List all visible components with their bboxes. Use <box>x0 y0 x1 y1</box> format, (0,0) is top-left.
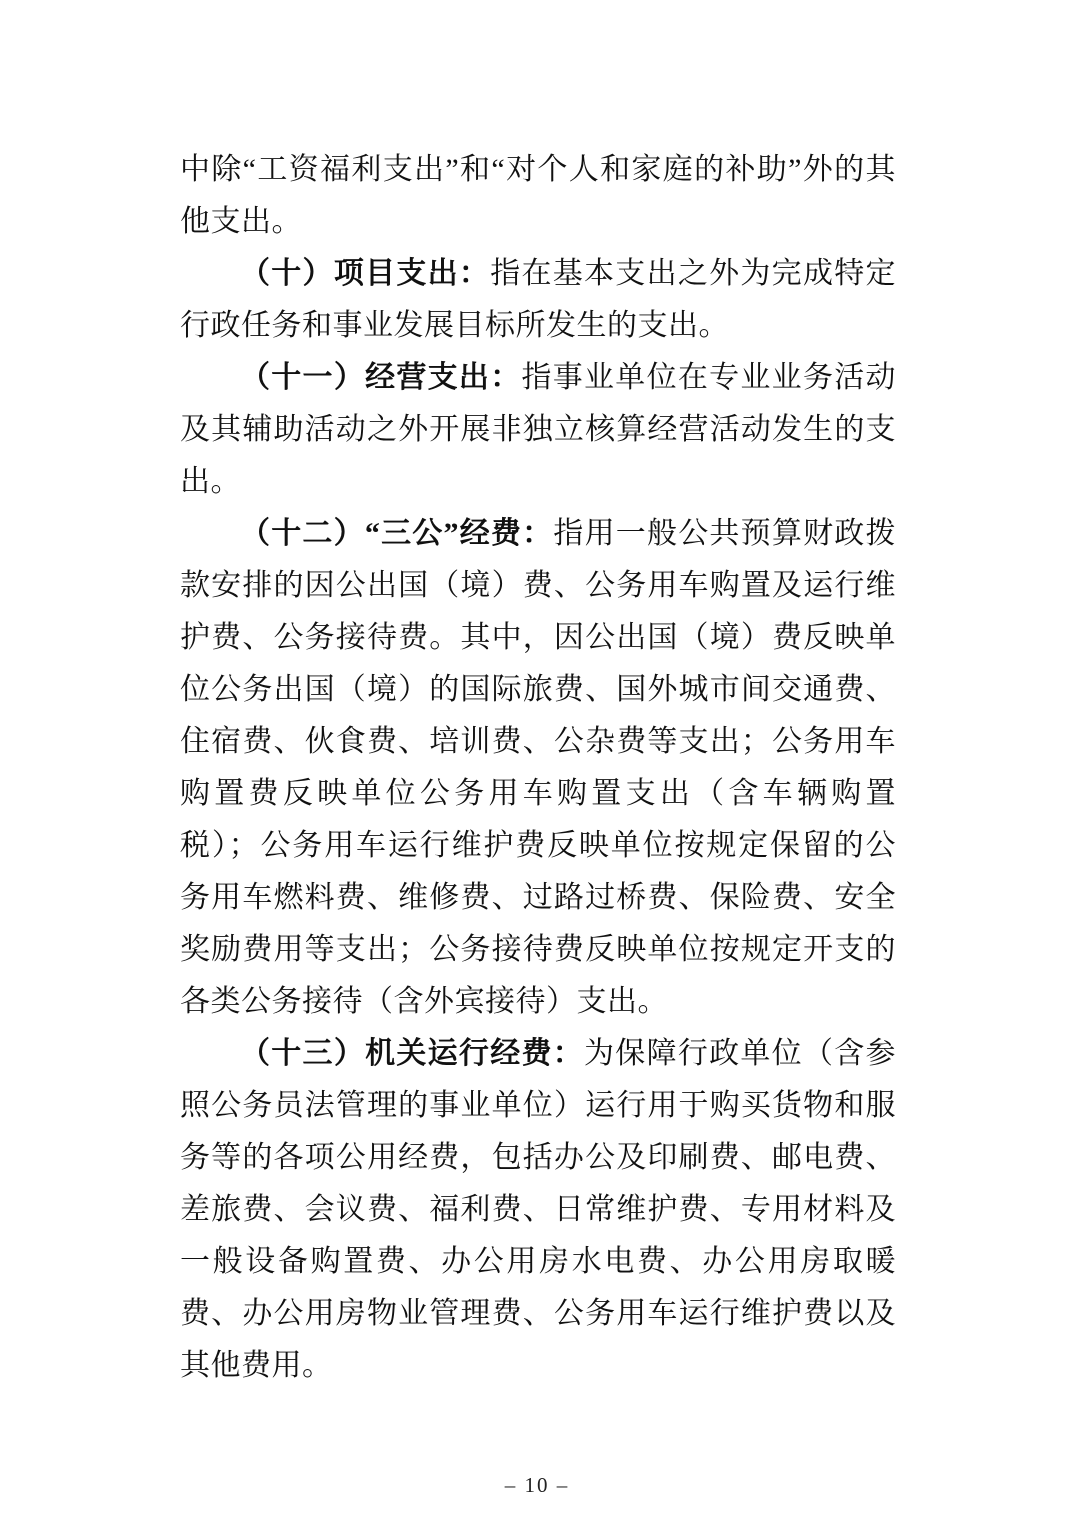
paragraph-item-11 <box>180 352 896 508</box>
term-label: （十三）机关运行经费： <box>240 1037 585 1070</box>
term-definition: 指用一般公共预算财政拨款安排的因公出国（境）费、公务用车购置及运行维护费、公务接待费。其中，因公出国（境）费反映单位公务出国（境）的国际旅费、国外城市间交通费、住宿费、伙食费、培训费、公杂费等支出；公务用车购置费反映单位公务用车购置支出（含车辆购置税）；公务用车运行维护费反映单位按规定保留的公务用车燃料费、维修费、过路过桥费、保险费、安全奖励费用等支出；公务接待费反映单位按规定开支的各类公务接待（含外宾接待）支出。 <box>180 517 897 1018</box>
page-number: – 10 – <box>504 1473 570 1497</box>
term-definition: 指事业单位在专业业务活动及其辅助活动之外开展非独立核算经营活动发生的支出。 <box>180 361 897 498</box>
document-body <box>180 144 896 1392</box>
term-label: （十）项目支出： <box>240 257 491 290</box>
term-label: （十一）经营支出： <box>240 361 522 394</box>
paragraph-item-13 <box>180 1028 896 1392</box>
paragraph-text: 中除“工资福利支出”和“对个人和家庭的补助”外的其他支出。 <box>180 153 896 238</box>
term-definition: 为保障行政单位（含参照公务员法管理的事业单位）运行用于购买货物和服务等的各项公用经费，包括办公及印刷费、邮电费、差旅费、会议费、福利费、日常维护费、专用材料及一般设备购置费、办公用房水电费、办公用房取暖费、办公用房物业管理费、公务用车运行维护费以及其他费用。 <box>180 1037 897 1382</box>
paragraph-continuation <box>180 144 896 248</box>
paragraph-item-12 <box>180 508 896 1028</box>
term-label: （十二）“三公”经费： <box>240 517 554 550</box>
term-definition: 指在基本支出之外为完成特定行政任务和事业发展目标所发生的支出。 <box>180 257 897 342</box>
paragraph-item-10 <box>180 248 896 352</box>
